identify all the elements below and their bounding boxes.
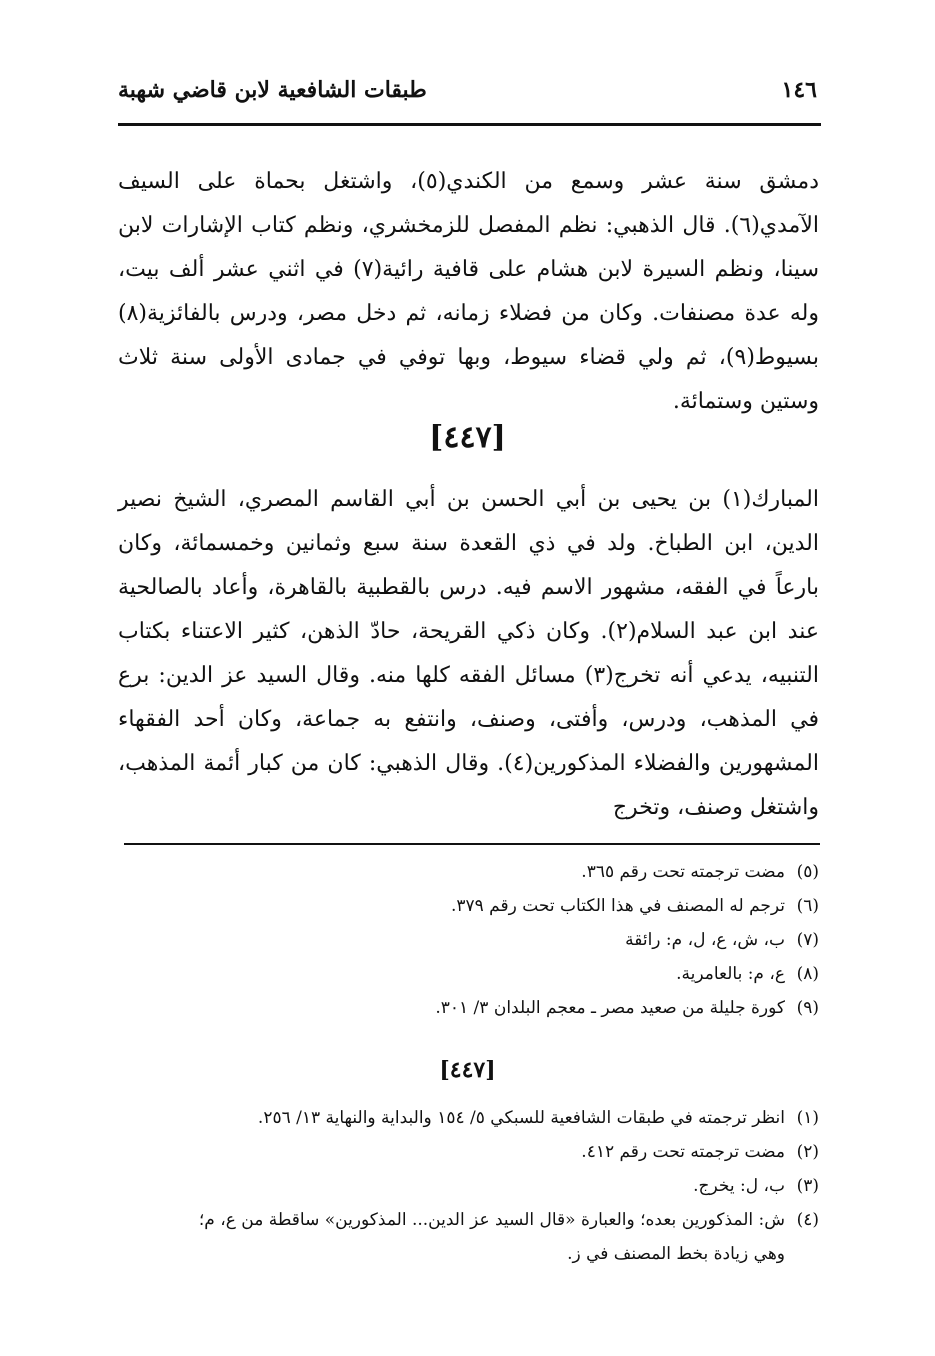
footnote-item: [118, 923, 819, 957]
footnote-number: (٤): [796, 1210, 819, 1230]
footnote-text: ب، ش، ع، ل، م: رائقة: [625, 930, 785, 950]
footnote-number: (١): [796, 1108, 819, 1128]
footnote-text: مضت ترجمته تحت رقم ٣٦٥.: [581, 862, 785, 882]
footnote-text: انظر ترجمته في طبقات الشافعية للسبكي ٥/ ١٥٤ والبداية والنهاية ١٣/ ٢٥٦.: [257, 1108, 785, 1128]
footnote-item: [118, 957, 819, 991]
footnote-number: (٦): [796, 896, 819, 916]
footnote-item: [118, 1135, 819, 1169]
footnote-item: [118, 991, 819, 1025]
footnote-text: مضت ترجمته تحت رقم ٤١٢.: [581, 1142, 785, 1162]
footnote-text: ش: المذكورين بعده؛ والعبارة «قال السيد عز الدين... المذكورين» ساقطة من ع، م؛: [198, 1210, 785, 1230]
body-paragraph-1: دمشق سنة عشر وسمع من الكندي(٥)، واشتغل بحماة على السيف الآمدي(٦). قال الذهبي: نظم المفصل للزمخشري، ونظم كتاب الإشارات لابن سينا، ونظم السيرة لابن هشام على قافية رائية(٧) في اثني عشر ألف بيت، وله عدة مصنفات. وكان من فضلاء زمانه، ثم دخل مصر، ودرس بالفائزية(٨) بسيوط(٩)، ثم ولي قضاء سيوط، وبها توفي في جمادى الأولى سنة ثلاث وستين وستمائة.: [118, 169, 819, 414]
footnote-text: ترجم له المصنف في هذا الكتاب تحت رقم ٣٧٩.: [450, 896, 785, 916]
footnote-item: [118, 889, 819, 923]
footnote-continuation: وهي زيادة بخط المصنف في ز.: [567, 1244, 785, 1264]
page-number: ١٤٦: [781, 77, 817, 103]
footnote-text: ب، ل: يخرج.: [693, 1176, 785, 1196]
footnote-number: (٧): [796, 930, 819, 950]
footnotes-current-entry: [118, 1101, 819, 1271]
footnote-item: [118, 1101, 819, 1135]
entry-number-heading: [٤٤٧]: [429, 420, 506, 455]
footnote-number: (٥): [796, 862, 819, 882]
footnote-number: (٣): [796, 1176, 819, 1196]
footnote-item: [118, 855, 819, 889]
footnote-text: كورة جليلة من صعيد مصر ـ معجم البلدان ٣/ ٣٠١.: [435, 998, 785, 1018]
footnotes-entry-heading: [٤٤٧]: [439, 1057, 496, 1083]
footnote-number: (٢): [796, 1142, 819, 1162]
header-rule: [118, 123, 821, 126]
footnote-text: ع، م: بالعامرية.: [676, 964, 785, 984]
footnotes-previous-entry: [118, 855, 819, 1025]
footnote-item: [118, 1203, 819, 1237]
running-title: طبقات الشافعية لابن قاضي شهبة: [118, 77, 427, 103]
footnote-item: [118, 1169, 819, 1203]
footnote-number: (٨): [796, 964, 819, 984]
footnote-rule: [124, 843, 820, 845]
page-header: [118, 70, 817, 110]
footnote-number: (٩): [796, 998, 819, 1018]
body-paragraph-2: المبارك(١) بن يحيى بن أبي الحسن بن أبي القاسم المصري، الشيخ نصير الدين، ابن الطباخ. ولد في ذي القعدة سنة سبع وثمانين وخمسمائة، وكان بارعاً في الفقه، مشهور الاسم فيه. درس بالقطبية بالقاهرة، وأعاد بالصالحية عند ابن عبد السلام(٢). وكان ذكي القريحة، حادّ الذهن، كثير الاعتناء بكتاب التنبيه، يدعي أنه تخرج(٣) مسائل الفقه كلها منه. وقال السيد عز الدين: برع في المذهب، ودرس، وأفتى، وصنف، وانتفع به جماعة، وكان أحد الفقهاء المشهورين والفضلاء المذكورين(٤). وقال الذهبي: كان من كبار أئمة المذهب، واشتغل وصنف، وتخرج: [118, 487, 819, 820]
